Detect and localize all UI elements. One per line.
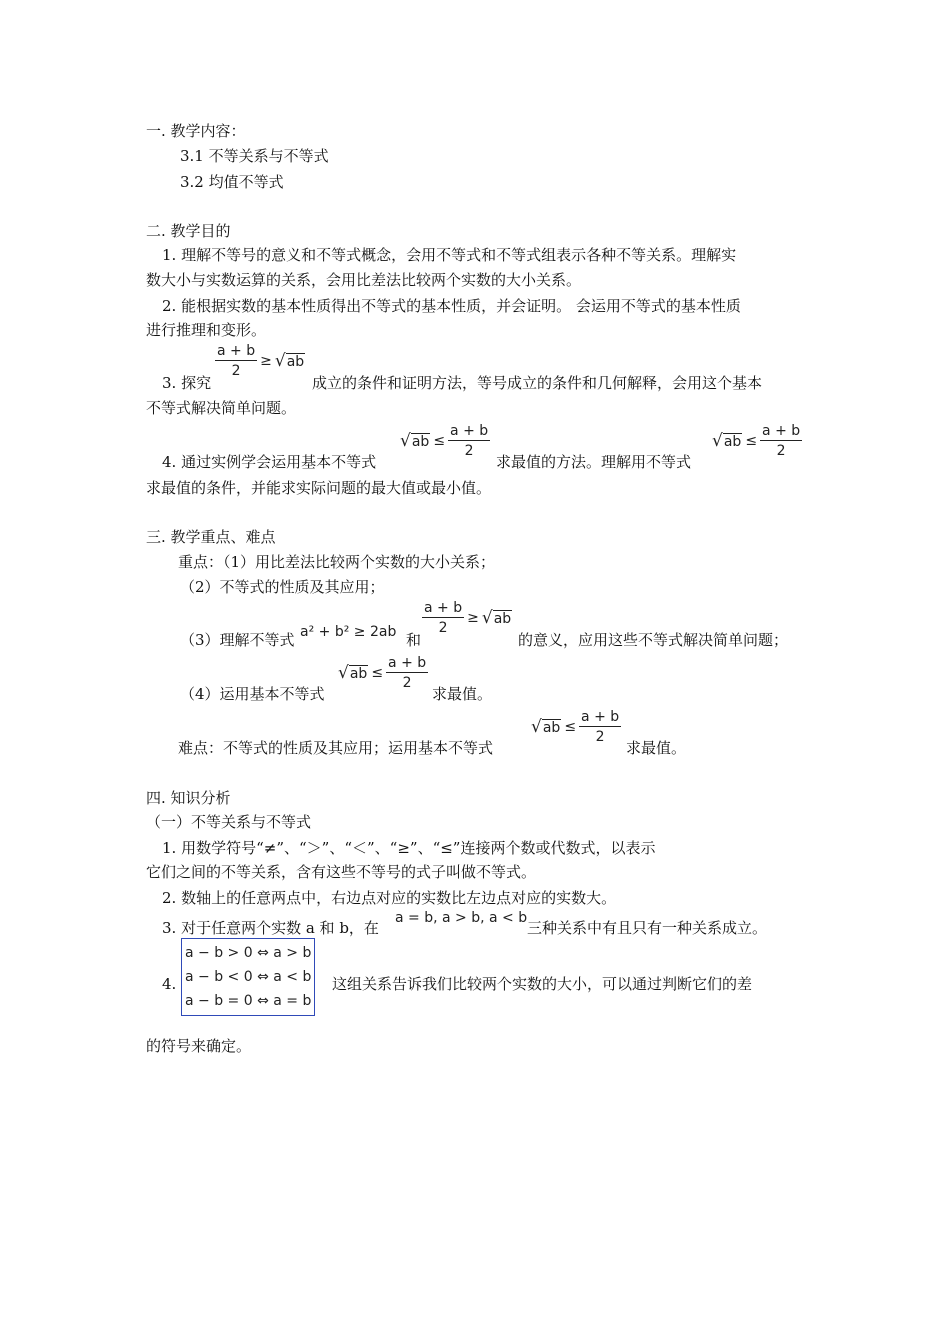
section4-heading: 四. 知识分析 xyxy=(146,789,231,807)
s3-key-3-and: 和 xyxy=(406,631,422,649)
s2-p2-line2: 进行推理和变形。 xyxy=(146,321,267,339)
section1-heading: 一. 教学内容： xyxy=(146,122,246,140)
s3-key-3-formula: $\frac{a + b}{2}$ ≥ √ab xyxy=(424,600,512,636)
section4-subheading: （一）不等关系与不等式 xyxy=(146,813,312,831)
comparison-equal: a − b = 0 ⇔ a = b xyxy=(185,993,312,1009)
comparison-less: a − b < 0 ⇔ a < b xyxy=(185,969,312,985)
s3-difficulty-formula: √ab ≤ $\frac{a + b}{2}$ xyxy=(531,709,620,745)
s3-key-4-suffix: 求最值。 xyxy=(432,685,493,703)
s4-p2: 2. 数轴上的任意两点中，右边点对应的实数比左边点对应的实数大。 xyxy=(162,889,617,907)
s2-p3-suffix: 成立的条件和证明方法，等号成立的条件和几何解释，会用这个基本 xyxy=(312,374,763,392)
s3-key-2: （2）不等式的性质及其应用； xyxy=(180,578,385,596)
s3-difficulty-prefix: 难点：不等式的性质及其应用；运用基本不等式 xyxy=(178,739,494,757)
s4-p4-line2: 的符号来确定。 xyxy=(146,1037,252,1055)
fraction: $\frac{a + b}{2}$ xyxy=(217,343,256,379)
s2-p4-line2: 求最值的条件，并能求实际问题的最大值或最小值。 xyxy=(146,479,492,497)
comparison-greater: a − b > 0 ⇔ a > b xyxy=(185,945,312,961)
section1-item-2: 3.2 均值不等式 xyxy=(180,173,284,191)
s3-a2b2-formula: a² + b² ≥ 2ab xyxy=(300,624,397,640)
s4-p3-formula: a = b, a > b, a < b xyxy=(395,910,528,926)
s2-p4-formula-2: √ab ≤ $\frac{a + b}{2}$ xyxy=(712,423,801,459)
comparison-box xyxy=(181,938,315,1016)
s4-p3-suffix: 三种关系中有且只有一种关系成立。 xyxy=(527,919,768,937)
s3-key-3-suffix: 的意义，应用这些不等式解决简单问题； xyxy=(518,631,789,649)
s4-p4-suffix: 这组关系告诉我们比较两个实数的大小，可以通过判断它们的差 xyxy=(332,975,753,993)
s2-p1-line2: 数大小与实数运算的关系，会用比差法比较两个实数的大小关系。 xyxy=(146,271,582,289)
section1-item-1: 3.1 不等关系与不等式 xyxy=(180,147,329,165)
s2-p3-line2: 不等式解决简单问题。 xyxy=(146,399,297,417)
s3-key-3-prefix: （3）理解不等式 xyxy=(180,631,295,649)
s2-p3-formula: $\frac{a + b}{2}$ ≥ √ab xyxy=(217,343,305,379)
s2-p1-line1: 1. 理解不等号的意义和不等式概念，会用不等式和不等式组表示各种不等关系。理解实 xyxy=(162,246,737,264)
s2-p4-formula-1: √ab ≤ $\frac{a + b}{2}$ xyxy=(400,423,489,459)
s3-key-4-prefix: （4）运用基本不等式 xyxy=(180,685,325,703)
section2-heading: 二. 教学目的 xyxy=(146,222,231,240)
section3-heading: 三. 教学重点、难点 xyxy=(146,528,276,546)
s3-key-1: 重点：（1）用比差法比较两个实数的大小关系； xyxy=(178,553,496,571)
s2-p4-prefix: 4. 通过实例学会运用基本不等式 xyxy=(162,453,377,471)
s4-p4-number: 4. xyxy=(162,975,177,993)
s2-p2-line1: 2. 能根据实数的基本性质得出不等式的基本性质，并会证明。 会运用不等式的基本性质 xyxy=(162,297,741,315)
s2-p4-middle: 求最值的方法。理解用不等式 xyxy=(496,453,692,471)
s3-key-4-formula: √ab ≤ $\frac{a + b}{2}$ xyxy=(338,655,427,691)
s2-p3-prefix: 3. 探究 xyxy=(162,374,212,392)
s4-p1-line1: 1. 用数学符号“≠”、“＞”、“＜”、“≥”、“≤”连接两个数或代数式，以表示 xyxy=(162,839,656,857)
s4-p1-line2: 它们之间的不等关系，含有这些不等号的式子叫做不等式。 xyxy=(146,863,537,881)
sqrt: √ab xyxy=(274,350,305,371)
s3-difficulty-suffix: 求最值。 xyxy=(626,739,687,757)
s4-p3-prefix: 3. 对于任意两个实数 a 和 b，在 xyxy=(162,919,379,937)
